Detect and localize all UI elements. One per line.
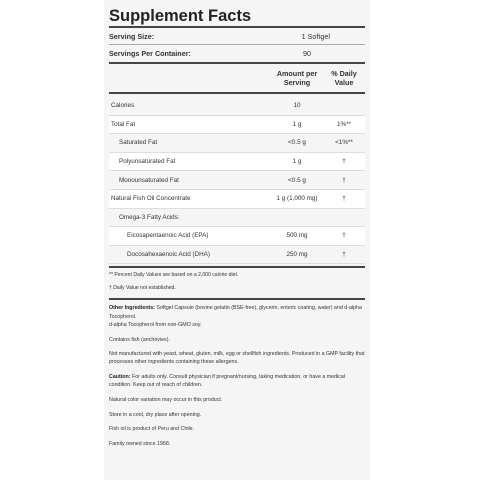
other-ingredients: Other Ingredients: Softgel Capsule (bovine gelatin (BSE-free), glycerin, enteric coating, water) and d-alpha Tocopherol. d-alpha Tocopherol from non-GMO soy.: [109, 305, 362, 328]
table-row: Polyunsaturated Fat 1 g †: [109, 153, 365, 172]
serving-size-label: Serving Size:: [109, 31, 155, 41]
caution-statement: Caution: For adults only. Consult physician if pregnant/nursing, taking medication, or have a medical condition. Keep out of reach of children.: [109, 374, 346, 389]
table-row: Eicosapentaenoic Acid (EPA) 500 mg †: [109, 227, 365, 246]
table-row: Omega-3 Fatty Acids:: [109, 209, 365, 228]
footnote-not-established: † Daily Value not established.: [109, 285, 176, 292]
storage-statement: Store in a cool, dry place after opening.: [109, 411, 202, 418]
product-info: [109, 304, 365, 448]
amount-header: Amount per Serving: [276, 68, 318, 87]
origin-statement: Fish oil is product of Peru and Chile.: [109, 426, 195, 433]
servings-value: 90: [303, 49, 311, 58]
supplement-facts-panel: [104, 0, 370, 480]
table-row: Monounsaturated Fat <0.5 g †: [109, 171, 365, 190]
table-header: [109, 62, 365, 94]
table-row: Calories 10: [109, 97, 365, 116]
family-statement: Family owned since 1968.: [109, 441, 171, 448]
color-statement: Natural color variation may occur in this product.: [109, 397, 223, 404]
servings-label: Servings Per Container:: [109, 49, 191, 58]
serving-size-row: [109, 28, 365, 45]
servings-row: [109, 45, 365, 62]
divider: [109, 266, 365, 268]
panel-title: Supplement Facts: [109, 0, 365, 28]
footnote-daily-values: ** Percent Daily Values are based on a 2,000 calorie diet.: [109, 272, 239, 279]
serving-size-value: 1 Softgel: [301, 31, 330, 41]
table-row: Docosahexaenoic Acid (DHA) 250 mg †: [109, 246, 365, 265]
allergen-statement: Not manufactured with yeast, wheat, gluten, milk, egg or shellfish ingredients. Produced in a GMP facility that processes other ingredients containing these allergens.: [109, 351, 365, 366]
table-row: Natural Fish Oil Concentrate 1 g (1,000 mg) †: [109, 190, 365, 209]
table-row: Total Fat 1 g 1%**: [109, 116, 365, 135]
contains-statement: Contains fish (anchovies).: [109, 336, 170, 343]
table-row: Saturated Fat <0.5 g <1%**: [109, 134, 365, 153]
divider: [109, 298, 365, 300]
daily-value-header: % Daily Value: [331, 68, 357, 87]
